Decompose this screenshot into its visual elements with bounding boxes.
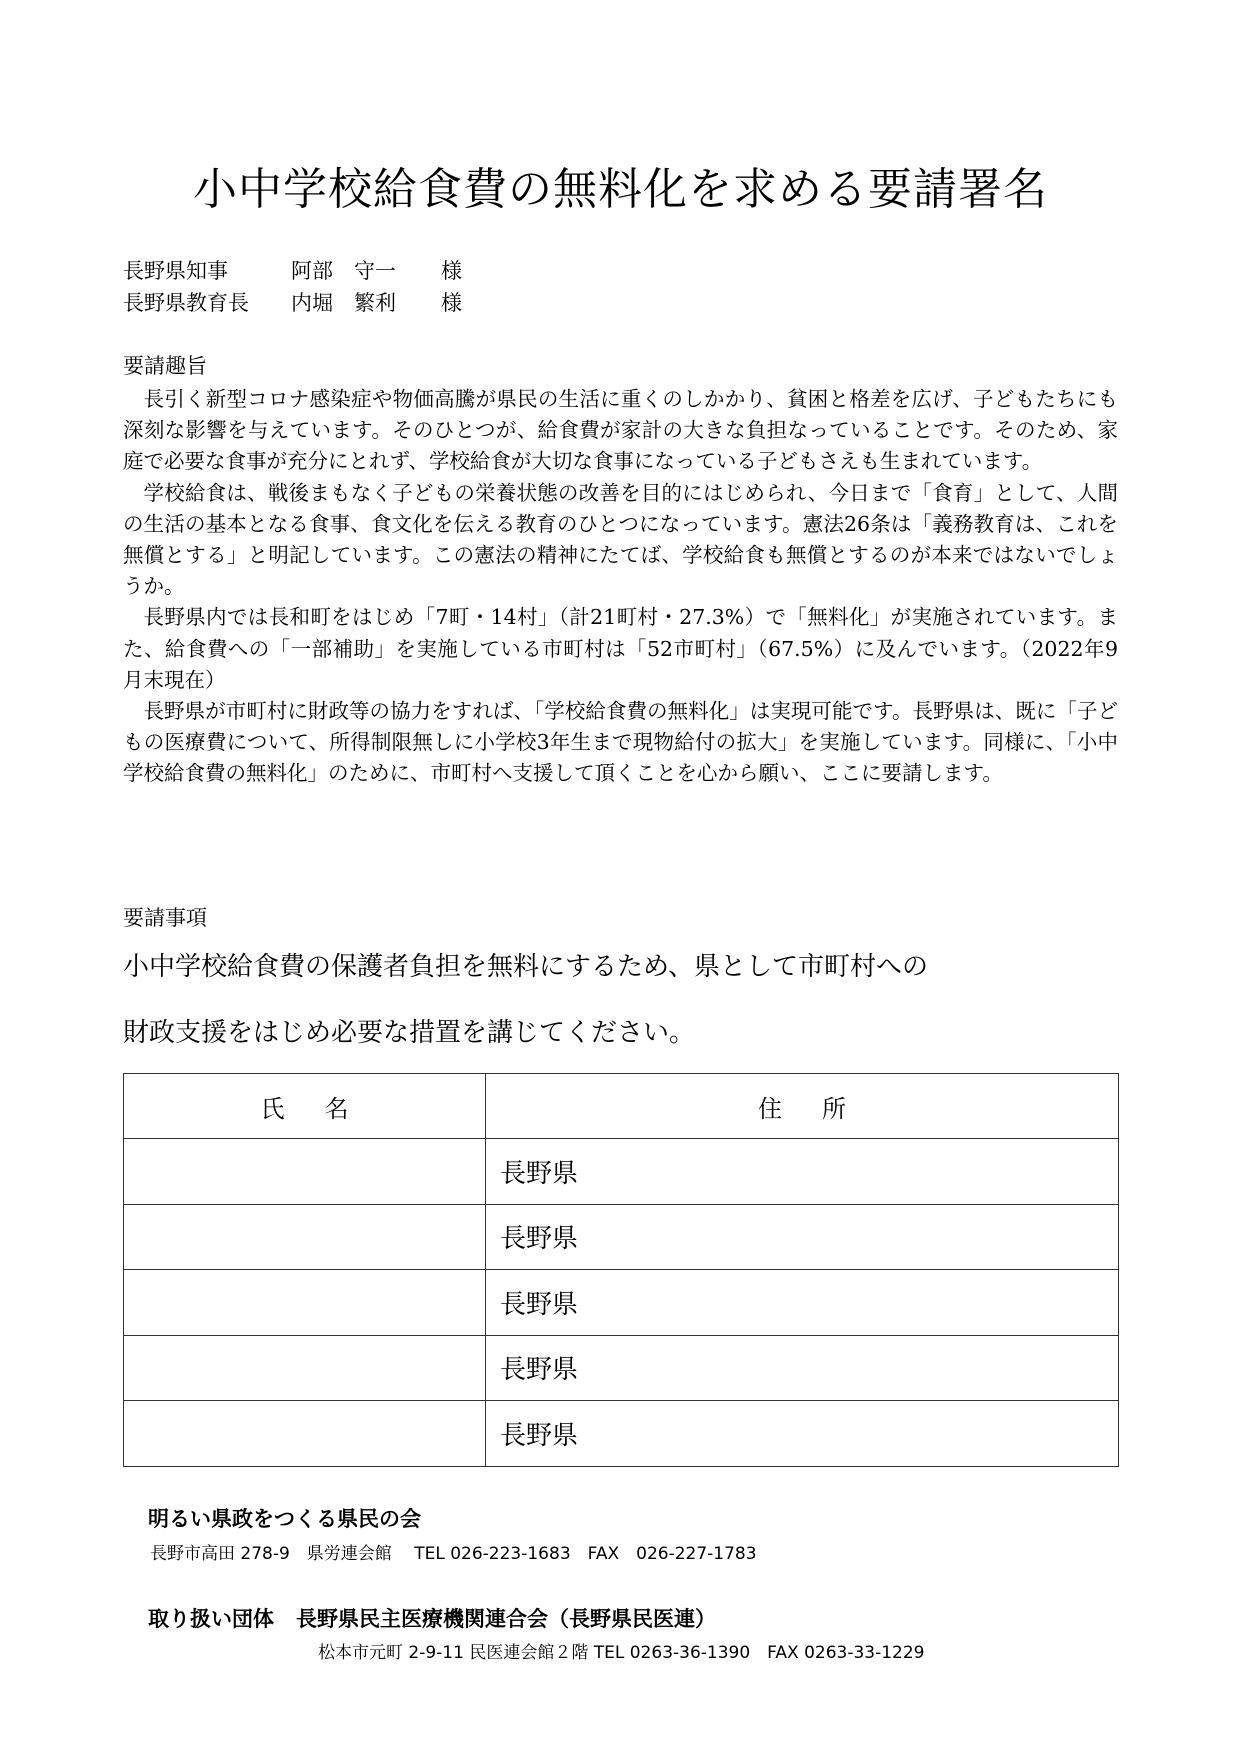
name-cell[interactable] <box>124 1204 486 1270</box>
address-cell[interactable]: 長野県 <box>486 1270 1119 1336</box>
request-line-1: 小中学校給食費の保護者負担を無料にするため、県として市町村への <box>123 952 928 982</box>
table-row <box>124 1335 1119 1401</box>
purpose-paragraph: 長引く新型コロナ感染症や物価高騰が県民の生活に重くのしかかり、貧困と格差を広げ、子どもたちにも深刻な影響を与えています。そのひとつが、給食費が家計の大きな負担なっていることです。そのため、家庭で必要な食事が充分にとれず、学校給食が大切な食事になっている子どもさえも生まれています。 <box>123 387 1118 474</box>
handler-contact: 松本市元町 2-9-11 民医連会館２階 TEL 0263-36-1390 FAX 0263-33-1229 <box>318 1643 925 1663</box>
addressee-honorific: 様 <box>441 291 462 315</box>
purpose-paragraph: 長野県が市町村に財政等の協力をすれば、「学校給食費の無料化」は実現可能です。長野県は、既に「子どもの医療費について、所得制限無しに小学校3年生まで現物給付の拡大」を実施しています。同様に、「小中学校給食費の無料化」のために、市町村へ支援して頂くことを心から願い、ここに要請します。 <box>123 699 1118 786</box>
addressee-role: 長野県知事 <box>123 259 228 283</box>
signature-table <box>123 1073 1119 1467</box>
addressee-governor <box>123 255 462 287</box>
table-header-row <box>124 1074 1119 1139</box>
purpose-paragraph: 長野県内では長和町をはじめ「7町・14村」（計21町村・27.3%）で「無料化」が実施されています。また、給食費への「一部補助」を実施している市町村は「52市町村」（67.5%）に及んでいます。（2022年9月末現在） <box>123 605 1118 692</box>
request-line-2: 財政支援をはじめ必要な措置を講じてください。 <box>123 1018 696 1048</box>
request-heading: 要請事項 <box>123 906 207 930</box>
address-cell[interactable]: 長野県 <box>486 1204 1119 1270</box>
addressee-superintendent <box>123 287 462 319</box>
addressee-honorific: 様 <box>441 259 462 283</box>
name-cell[interactable] <box>124 1335 486 1401</box>
name-cell[interactable] <box>124 1401 486 1467</box>
organizer-name: 明るい県政をつくる県民の会 <box>148 1507 421 1531</box>
table-row <box>124 1270 1119 1336</box>
header-address: 住所 <box>486 1074 1119 1139</box>
table-row <box>124 1204 1119 1270</box>
handler-block <box>148 1604 716 1634</box>
purpose-paragraph: 学校給食は、戦後まもなく子どもの栄養状態の改善を目的にはじめられ、今日まで「食育」として、人間の生活の基本となる食事、食文化を伝える教育のひとつになっています。憲法26条は「義務教育は、これを無償とする」と明記しています。この憲法の精神にたてば、学校給食も無償とするのが本来ではないでしょうか。 <box>123 480 1118 599</box>
organizer-contact: 長野市高田 278-9 県労連会館 TEL 026-223-1683 FAX 026-227-1783 <box>150 1544 757 1564</box>
handler-label: 取り扱い団体 <box>148 1607 274 1631</box>
address-cell[interactable]: 長野県 <box>486 1401 1119 1467</box>
header-name: 氏名 <box>124 1074 486 1139</box>
request-statement <box>123 950 1118 1082</box>
handler-name: 長野県民主医療機関連合会（長野県民医連） <box>296 1607 716 1631</box>
name-cell[interactable] <box>124 1139 486 1205</box>
table-row <box>124 1139 1119 1205</box>
name-cell[interactable] <box>124 1270 486 1336</box>
purpose-body <box>123 384 1118 790</box>
addressee-role: 長野県教育長 <box>123 291 249 315</box>
table-row <box>124 1401 1119 1467</box>
addressee-name: 内堀 繁利 <box>291 291 396 315</box>
addressee-name: 阿部 守一 <box>291 259 396 283</box>
address-cell[interactable]: 長野県 <box>486 1139 1119 1205</box>
document-title: 小中学校給食費の無料化を求める要請署名 <box>193 164 1048 215</box>
purpose-heading: 要請趣旨 <box>123 354 207 378</box>
addressee-block <box>123 255 462 319</box>
address-cell[interactable]: 長野県 <box>486 1335 1119 1401</box>
